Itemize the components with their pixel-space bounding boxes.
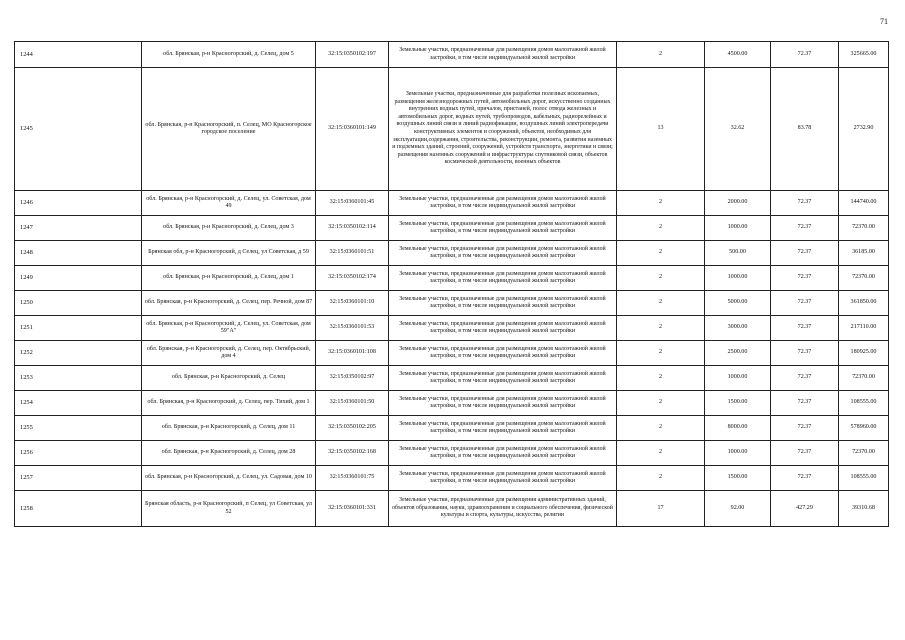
permitted-use-cell: Земельные участки, предназначенные для размещения домов малоэтажной жилой застройки, в том числе индивидуальной жилой застройки: [389, 291, 617, 316]
table-row: [15, 391, 889, 416]
address-cell: обл. Брянская, р-н Красногорский, д. Селец, дом 11: [142, 416, 316, 441]
area-cell: 3000.00: [705, 316, 771, 341]
table-row: [15, 68, 889, 191]
row-number-cell: 1258: [15, 491, 142, 527]
use-category-cell: 2: [617, 441, 705, 466]
specific-value-cell: 72.37: [771, 391, 839, 416]
cadastral-value-cell: 578960.00: [839, 416, 889, 441]
address-cell: обл. Брянская, р-н Красногорский, д. Селец, пер. Тихий, дом 1: [142, 391, 316, 416]
address-cell: обл. Брянская, р-н Красногорский, д. Селец, ул. Советская, дом 59"А": [142, 316, 316, 341]
permitted-use-cell: Земельные участки, предназначенные для размещения домов малоэтажной жилой застройки, в том числе индивидуальной жилой застройки: [389, 216, 617, 241]
area-cell: 500.00: [705, 241, 771, 266]
permitted-use-cell: Земельные участки, предназначенные для размещения домов малоэтажной жилой застройки, в том числе индивидуальной жилой застройки: [389, 416, 617, 441]
table-row: [15, 491, 889, 527]
address-cell: обл. Брянская, р-н Красногорский, д. Селец, дом 1: [142, 266, 316, 291]
cadastral-value-cell: 108555.00: [839, 391, 889, 416]
row-number-cell: 1245: [15, 68, 142, 191]
table-body: [15, 42, 889, 527]
table-row: [15, 266, 889, 291]
area-cell: 1500.00: [705, 391, 771, 416]
specific-value-cell: 72.37: [771, 366, 839, 391]
cadastral-value-cell: 72370.00: [839, 266, 889, 291]
permitted-use-cell: Земельные участки, предназначенные для размещения домов малоэтажной жилой застройки, в том числе индивидуальной жилой застройки: [389, 191, 617, 216]
area-cell: 92.00: [705, 491, 771, 527]
area-cell: 1000.00: [705, 441, 771, 466]
address-cell: обл. Брянская, р-н Красногорский, д. Селец, пер. Речной, дом 87: [142, 291, 316, 316]
specific-value-cell: 72.37: [771, 416, 839, 441]
cadastral-number-cell: 32:15:0350102:174: [316, 266, 389, 291]
use-category-cell: 17: [617, 491, 705, 527]
table-row: [15, 441, 889, 466]
row-number-cell: 1251: [15, 316, 142, 341]
specific-value-cell: 72.37: [771, 316, 839, 341]
cadastral-value-cell: 144740.00: [839, 191, 889, 216]
cadastral-value-cell: 72370.00: [839, 216, 889, 241]
use-category-cell: 2: [617, 291, 705, 316]
row-number-cell: 1244: [15, 42, 142, 68]
use-category-cell: 2: [617, 366, 705, 391]
cadastral-number-cell: 32:15:0360101:149: [316, 68, 389, 191]
permitted-use-cell: Земельные участки, предназначенные для размещения домов малоэтажной жилой застройки, в том числе индивидуальной жилой застройки: [389, 341, 617, 366]
cadastral-value-cell: 217110.00: [839, 316, 889, 341]
table-row: [15, 466, 889, 491]
address-cell: обл. Брянская, р-н Красногорский, д. Селец, дом 28: [142, 441, 316, 466]
address-cell: обл. Брянская, р-н Красногорский, д. Селец, ул. Садовая, дом 10: [142, 466, 316, 491]
use-category-cell: 2: [617, 191, 705, 216]
use-category-cell: 2: [617, 416, 705, 441]
specific-value-cell: 72.37: [771, 241, 839, 266]
cadastral-value-table: [14, 41, 889, 527]
specific-value-cell: 72.37: [771, 42, 839, 68]
table-row: [15, 341, 889, 366]
area-cell: 32.62: [705, 68, 771, 191]
row-number-cell: 1249: [15, 266, 142, 291]
cadastral-number-cell: 32:15:0350102:205: [316, 416, 389, 441]
address-cell: Брянская обл, р-н Красногорский, д Селец, ул Советская, д 59: [142, 241, 316, 266]
use-category-cell: 2: [617, 42, 705, 68]
cadastral-value-cell: 2732.90: [839, 68, 889, 191]
table-row: [15, 291, 889, 316]
cadastral-value-cell: 39310.68: [839, 491, 889, 527]
address-cell: обл. Брянская, р-н Красногорский, д. Селец: [142, 366, 316, 391]
specific-value-cell: 427.29: [771, 491, 839, 527]
table-row: [15, 241, 889, 266]
address-cell: обл. Брянская, р-н Красногорский, д. Селец, пер. Октябрьский, дом 4: [142, 341, 316, 366]
table-row: [15, 191, 889, 216]
cadastral-number-cell: 32:15:0360101:75: [316, 466, 389, 491]
address-cell: обл. Брянская, р-н Красногорский, д. Селец, ул. Советская, дом 49: [142, 191, 316, 216]
specific-value-cell: 72.37: [771, 216, 839, 241]
area-cell: 1000.00: [705, 266, 771, 291]
use-category-cell: 2: [617, 391, 705, 416]
cadastral-value-cell: 361850.00: [839, 291, 889, 316]
specific-value-cell: 83.78: [771, 68, 839, 191]
address-cell: обл. Брянская, р-н Красногорский, д. Селец, дом 5: [142, 42, 316, 68]
cadastral-value-cell: 180925.00: [839, 341, 889, 366]
specific-value-cell: 72.37: [771, 466, 839, 491]
cadastral-value-cell: 36185.00: [839, 241, 889, 266]
permitted-use-cell: Земельные участки, предназначенные для разработки полезных ископаемых, размещения железнодорожных путей, автомобильных дорог, искусственно созданных внутренних водных путей, причалов, пристаней, полос отвода железных и автомобильных дорог, водных путей, трубопроводов, кабельных, радиорелейных и воздушных линий связи и линий радиофикации, воздушных линий электропередачи конструктивных элементов и сооружений, объектов, необходимых для эксплуатации,содержания, строительства, реконструкции, ремонта, развития наземных и подземных зданий, строений, сооружений, устройств транспорта, энергетики и связи; размещения наземных сооружений и инфраструктуры спутниковой связи, объектов космической деятельности, военных объектов: [389, 68, 617, 191]
row-number-cell: 1256: [15, 441, 142, 466]
table-row: [15, 316, 889, 341]
cadastral-number-cell: 32:15:0350102:114: [316, 216, 389, 241]
permitted-use-cell: Земельные участки, предназначенные для размещения домов малоэтажной жилой застройки, в том числе индивидуальной жилой застройки: [389, 441, 617, 466]
permitted-use-cell: Земельные участки, предназначенные для размещения домов малоэтажной жилой застройки, в том числе индивидуальной жилой застройки: [389, 316, 617, 341]
use-category-cell: 2: [617, 466, 705, 491]
cadastral-number-cell: 32:15:0350102:97: [316, 366, 389, 391]
area-cell: 8000.00: [705, 416, 771, 441]
table-row: [15, 416, 889, 441]
specific-value-cell: 72.37: [771, 191, 839, 216]
row-number-cell: 1254: [15, 391, 142, 416]
address-cell: обл. Брянская, р-н Красногорский, д. Селец, дом 3: [142, 216, 316, 241]
area-cell: 2500.00: [705, 341, 771, 366]
page-number: 71: [880, 17, 888, 26]
permitted-use-cell: Земельные участки, предназначенные для размещения домов малоэтажной жилой застройки, в том числе индивидуальной жилой застройки: [389, 466, 617, 491]
cadastral-value-cell: 108555.00: [839, 466, 889, 491]
row-number-cell: 1246: [15, 191, 142, 216]
specific-value-cell: 72.37: [771, 266, 839, 291]
permitted-use-cell: Земельные участки, предназначенные для размещения домов малоэтажной жилой застройки, в том числе индивидуальной жилой застройки: [389, 391, 617, 416]
cadastral-number-cell: 32:15:0360101:10: [316, 291, 389, 316]
area-cell: 1500.00: [705, 466, 771, 491]
area-cell: 4500.00: [705, 42, 771, 68]
permitted-use-cell: Земельные участки, предназначенные для размещения домов малоэтажной жилой застройки, в том числе индивидуальной жилой застройки: [389, 42, 617, 68]
permitted-use-cell: Земельные участки, предназначенные для размещения домов малоэтажной жилой застройки, в том числе индивидуальной жилой застройки: [389, 366, 617, 391]
cadastral-number-cell: 32:15:0360101:51: [316, 241, 389, 266]
cadastral-number-cell: 32:15:0360101:45: [316, 191, 389, 216]
area-cell: 2000.00: [705, 191, 771, 216]
use-category-cell: 13: [617, 68, 705, 191]
use-category-cell: 2: [617, 216, 705, 241]
permitted-use-cell: Земельные участки, предназначенные для размещения домов малоэтажной жилой застройки, в том числе индивидуальной жилой застройки: [389, 266, 617, 291]
row-number-cell: 1250: [15, 291, 142, 316]
cadastral-number-cell: 32:15:0360101:331: [316, 491, 389, 527]
cadastral-number-cell: 32:15:0360101:108: [316, 341, 389, 366]
cadastral-value-cell: 72370.00: [839, 366, 889, 391]
permitted-use-cell: Земельные участки, предназначенные для размещения административных зданий, объектов образования, науки, здравоохранения и социального обеспечения, физической культуры и спорта, культуры, искусства, религии: [389, 491, 617, 527]
row-number-cell: 1253: [15, 366, 142, 391]
row-number-cell: 1255: [15, 416, 142, 441]
use-category-cell: 2: [617, 341, 705, 366]
table-row: [15, 42, 889, 68]
area-cell: 1000.00: [705, 366, 771, 391]
row-number-cell: 1257: [15, 466, 142, 491]
row-number-cell: 1252: [15, 341, 142, 366]
row-number-cell: 1248: [15, 241, 142, 266]
permitted-use-cell: Земельные участки, предназначенные для размещения домов малоэтажной жилой застройки, в том числе индивидуальной жилой застройки: [389, 241, 617, 266]
use-category-cell: 2: [617, 266, 705, 291]
use-category-cell: 2: [617, 241, 705, 266]
area-cell: 5000.00: [705, 291, 771, 316]
cadastral-number-cell: 32:15:0360101:53: [316, 316, 389, 341]
table-row: [15, 216, 889, 241]
address-cell: обл. Брянская, р-н Красногорский, п. Селец, МО Красногорское городское поселение: [142, 68, 316, 191]
area-cell: 1000.00: [705, 216, 771, 241]
cadastral-value-cell: 72370.00: [839, 441, 889, 466]
address-cell: Брянская область, р-н Красногорский, п Селец, ул Советская, ул 52: [142, 491, 316, 527]
table-row: [15, 366, 889, 391]
cadastral-number-cell: 32:15:0360101:50: [316, 391, 389, 416]
specific-value-cell: 72.37: [771, 441, 839, 466]
cadastral-value-cell: 325665.00: [839, 42, 889, 68]
cadastral-number-cell: 32:15:0350102:168: [316, 441, 389, 466]
specific-value-cell: 72.37: [771, 341, 839, 366]
cadastral-number-cell: 32:15:0350102:197: [316, 42, 389, 68]
row-number-cell: 1247: [15, 216, 142, 241]
specific-value-cell: 72.37: [771, 291, 839, 316]
use-category-cell: 2: [617, 316, 705, 341]
